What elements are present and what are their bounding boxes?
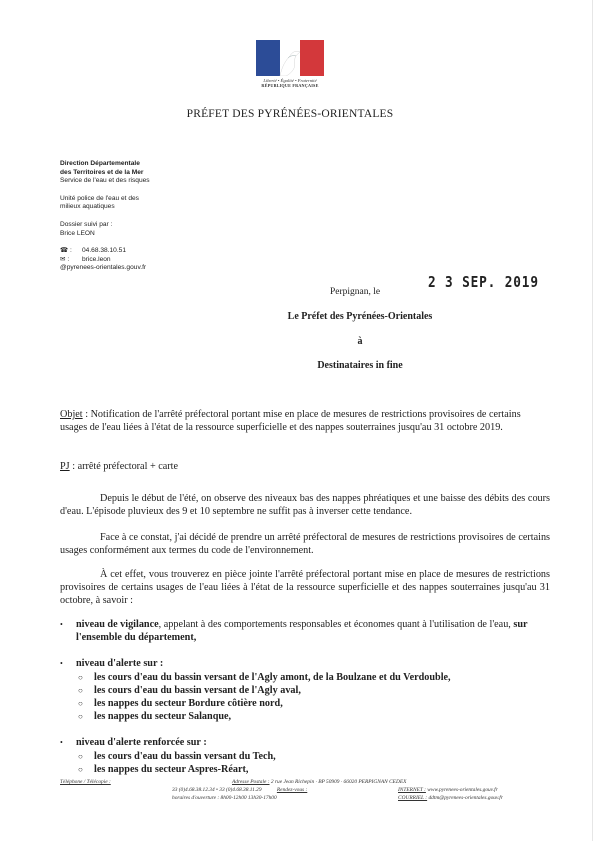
footer-web bbox=[398, 786, 503, 802]
service-line: Service de l'eau et des risques bbox=[60, 177, 150, 185]
renforcee-title: niveau d'alerte renforcée sur : bbox=[76, 737, 207, 749]
alerte-item-text: les nappes du secteur Salanque, bbox=[94, 711, 232, 723]
circle-bullet-icon: ○ bbox=[78, 685, 83, 695]
paragraph-1 bbox=[60, 492, 550, 518]
list-item-vigilance bbox=[60, 618, 550, 644]
date-stamp: 2 3 SEP. 2019 bbox=[428, 273, 539, 291]
email-user[interactable]: brice.leon bbox=[82, 255, 111, 263]
phone-number: 04.68.38.10.51 bbox=[82, 247, 126, 255]
paragraph-2-text: Face à ce constat, j'ai décidé de prendre un arrêté préfectoral de mesures de restrictions provisoires de certains usages conformément aux termes du code de l'environnement. bbox=[60, 532, 550, 557]
alerte-item-text: les nappes du secteur Bordure côtière nord, bbox=[94, 698, 283, 710]
renforcee-item bbox=[76, 763, 550, 776]
circle-bullet-icon: ○ bbox=[78, 751, 83, 761]
republic-logo bbox=[256, 40, 324, 88]
footer-internet-link[interactable]: www.pyrenees-orientales.gouv.fr bbox=[427, 787, 498, 793]
vigilance-text: , appelant à des comportements responsables et économes quant à l'utilisation de l'eau, bbox=[158, 619, 514, 630]
circle-bullet-icon: ○ bbox=[78, 699, 83, 709]
object-text: : Notification de l'arrêté préfectoral portant mise en place de mesures de restrictions provisoires de certains usages de l'eau liées à l'état de la ressource superficielle et des nappes souterraines jusqu'au 31 octobre 2019. bbox=[60, 409, 521, 434]
alerte-item bbox=[76, 697, 550, 710]
motto: Liberté • Égalité • Fraternité bbox=[263, 78, 317, 83]
unit-line1: Unité police de l'eau et des bbox=[60, 194, 139, 202]
followed-label: Dossier suivi par : bbox=[60, 220, 113, 228]
footer-courriel-link[interactable]: ddtm@pyrenees-orientales.gouv.fr bbox=[428, 795, 503, 801]
levels-list bbox=[60, 618, 550, 776]
footer-appointments-label: Rendez-vous : bbox=[276, 787, 308, 793]
footer-internet-label: INTERNET : bbox=[398, 787, 426, 793]
recipient-a: à bbox=[357, 336, 363, 347]
followed-name: Brice LEON bbox=[60, 229, 95, 237]
alerte-item bbox=[76, 671, 550, 684]
footer-center bbox=[172, 778, 406, 802]
circle-bullet-icon: ○ bbox=[78, 764, 83, 774]
page-title: PRÉFET DES PYRÉNÉES-ORIENTALES bbox=[186, 108, 394, 120]
vigilance-scope: sur l'ensemble du département, bbox=[76, 619, 528, 644]
footer-hours: 8h00-12h00 13h30-17h00 bbox=[220, 795, 277, 801]
footer-hours-label: horaires d'ouverture : bbox=[172, 795, 220, 801]
republic-label: RÉPUBLIQUE FRANÇAISE bbox=[261, 83, 319, 88]
object-label: Objet bbox=[60, 409, 83, 420]
footer-address-label: Adresse Postale : bbox=[232, 779, 270, 785]
alerte-title: niveau d'alerte sur : bbox=[76, 658, 164, 670]
alerte-item-text: les cours d'eau du bassin versant de l'Agly amont, de la Boulzane et du Verdouble, bbox=[94, 671, 451, 683]
email-domain[interactable]: @pyrenees-orientales.gouv.fr bbox=[60, 264, 147, 272]
direction-line1: Direction Départementale bbox=[60, 160, 140, 167]
paragraph-1-text: Depuis le début de l'été, on observe des niveaux bas des nappes phréatiques et une baisse des débits des cours d'eau. L'épisode pluvieux des 9 et 10 septembre ne suffit pas à inverser cette tendance. bbox=[60, 493, 550, 518]
bullet-icon: • bbox=[60, 659, 63, 669]
unit-line2: milieux aquatiques bbox=[60, 203, 115, 211]
recipient-title: Destinataires in fine bbox=[317, 360, 403, 371]
attachments-text: : arrêté préfectoral + carte bbox=[69, 461, 179, 472]
paragraph-2 bbox=[60, 531, 550, 557]
paragraph-3 bbox=[60, 568, 550, 608]
renforcee-item-text: les nappes du secteur Aspres-Réart, bbox=[94, 763, 249, 775]
marianne-profile-icon bbox=[276, 46, 306, 76]
renforcee-item-text: les cours d'eau du bassin versant du Tech, bbox=[94, 750, 276, 762]
place-label: Perpignan, le bbox=[330, 287, 381, 297]
footer-courriel-label: COURRIEL : bbox=[398, 795, 428, 801]
object-paragraph bbox=[60, 408, 550, 434]
circle-bullet-icon: ○ bbox=[78, 672, 83, 682]
footer-phone-label: Téléphone / Télécopie : bbox=[60, 779, 111, 785]
tricolor-flag bbox=[256, 40, 324, 76]
list-item-alerte bbox=[60, 657, 550, 723]
attachments-line bbox=[60, 460, 550, 473]
footer-address: 2 rue Jean Richepin · BP 50909 · 66020 PERPIGNAN CEDEX bbox=[270, 779, 407, 785]
renforcee-item bbox=[76, 750, 550, 763]
bullet-icon: • bbox=[60, 738, 63, 748]
vigilance-label: niveau de vigilance bbox=[76, 619, 159, 630]
direction-line2: des Territoires et de la Mer bbox=[60, 168, 144, 176]
circle-bullet-icon: ○ bbox=[78, 712, 83, 722]
sender-title: Le Préfet des Pyrénées-Orientales bbox=[287, 311, 433, 322]
footer-phone-values: 33 (0)4.68.38.12.34 • 33 (0)4.68.38.11.29 bbox=[172, 787, 262, 793]
mail-icon: ✉ : bbox=[60, 255, 70, 263]
footer-phone bbox=[60, 778, 111, 786]
list-item-renforcee bbox=[60, 736, 550, 776]
attachments-label: PJ bbox=[60, 461, 70, 472]
alerte-item-text: les cours d'eau du bassin versant de l'Agly aval, bbox=[94, 684, 301, 696]
bullet-icon: • bbox=[60, 620, 63, 629]
paragraph-3-text: À cet effet, vous trouverez en pièce jointe l'arrêté préfectoral portant mise en place de mesures de restrictions provisoires de certains usages de l'eau liées à l'état de la ressource superficielle et des nappes souterraines jusqu'au 31 octobre, à savoir : bbox=[60, 569, 550, 607]
alerte-item bbox=[76, 684, 550, 697]
phone-icon: ☎ : bbox=[60, 247, 72, 255]
sender-block bbox=[60, 160, 150, 273]
alerte-item bbox=[76, 710, 550, 723]
page-edge bbox=[592, 0, 593, 841]
